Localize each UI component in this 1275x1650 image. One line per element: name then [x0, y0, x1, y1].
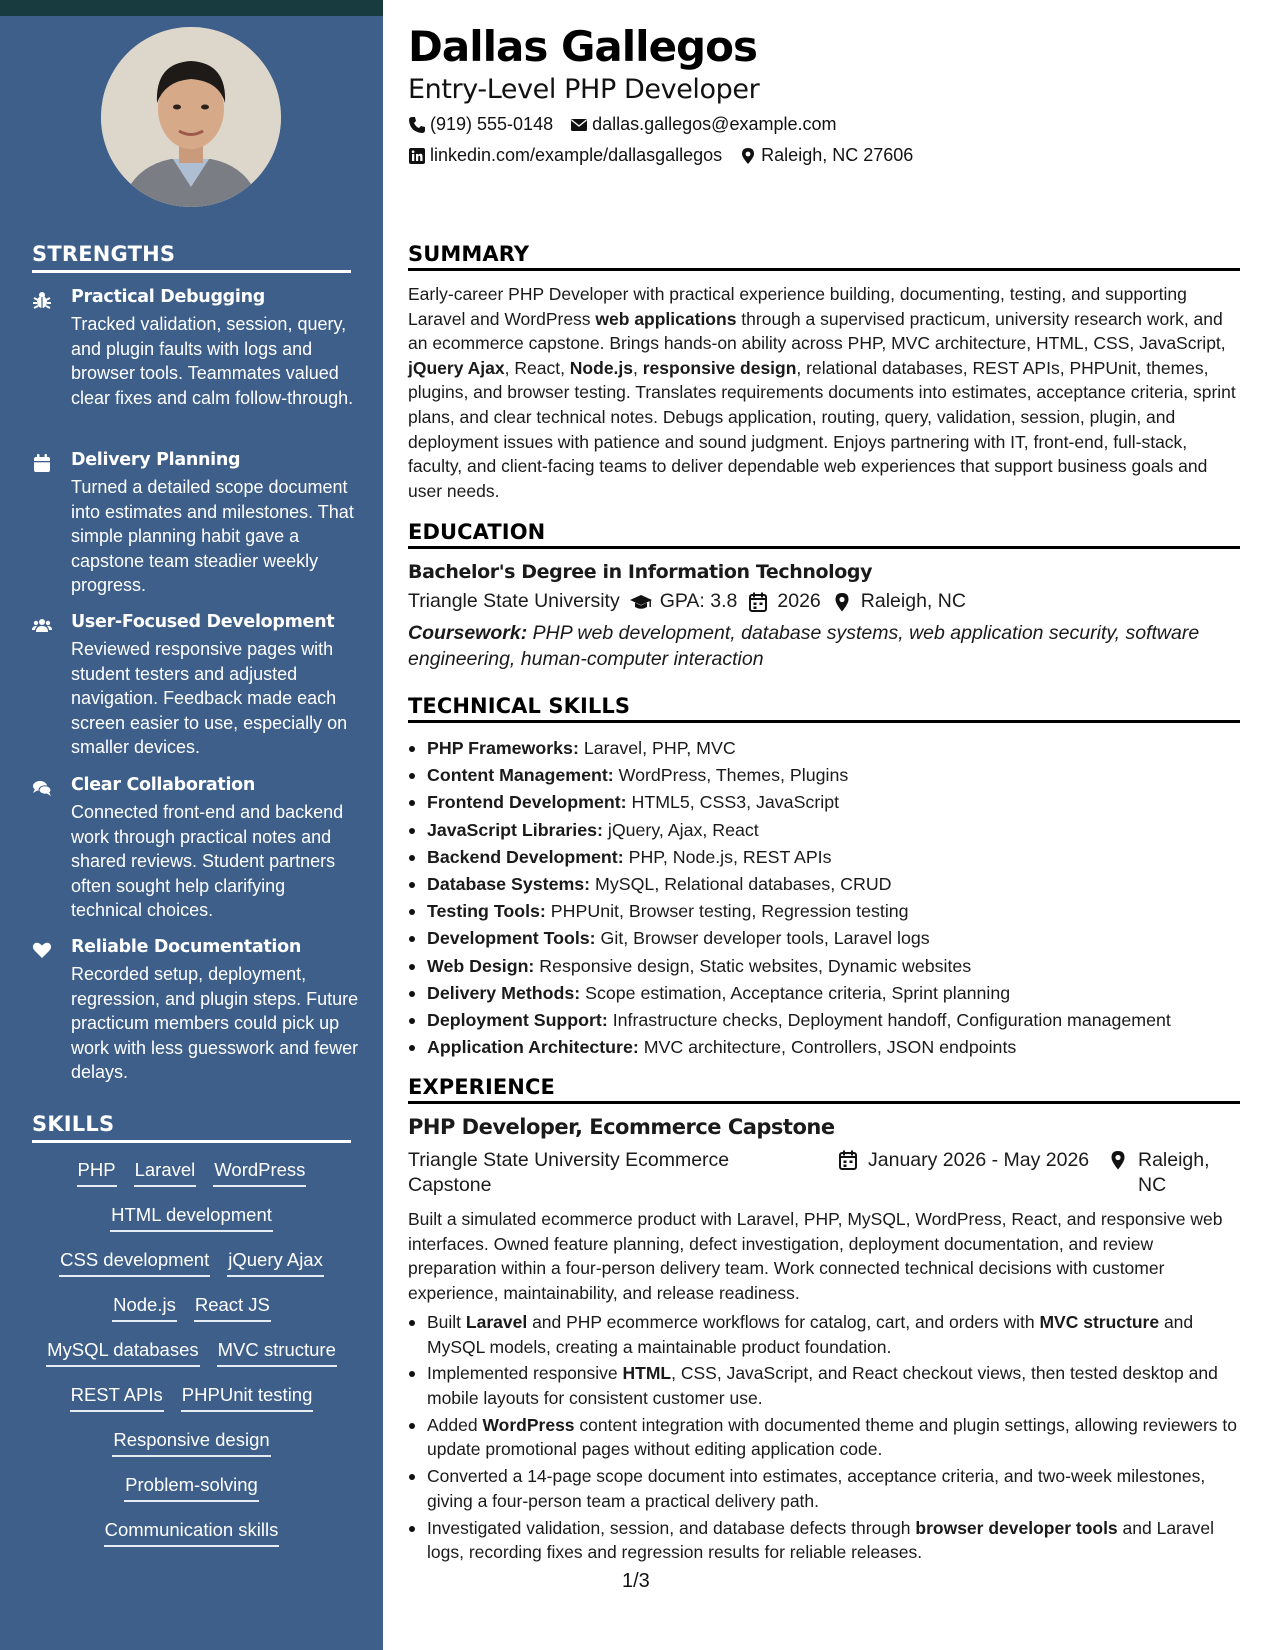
experience-bullets: [408, 1310, 1240, 1567]
experience-dates: [838, 1148, 1089, 1173]
graduation-cap-icon: [630, 592, 654, 612]
skill-values: WordPress, Themes, Plugins: [613, 765, 849, 786]
skill-tag: Laravel: [134, 1156, 197, 1187]
skill-values: Infrastructure checks, Deployment handoff, Configuration management: [607, 1009, 1171, 1030]
contact-phone: [408, 114, 553, 135]
school-name: Triangle State University: [408, 590, 620, 612]
list-item: [408, 844, 1240, 871]
phone-text: (919) 555-0148: [430, 114, 554, 134]
experience-description: Built a simulated ecommerce product with Laravel, PHP, MySQL, WordPress, React, and responsive web interfaces. Owned feature planning, defect investigation, deployment documentation, and review preparation within a four-person delivery team. Work connected technical decisions with customer experience, maintainability, and release readiness.: [408, 1209, 1223, 1303]
map-pin-icon: [831, 592, 855, 612]
skill-tag: PHP: [77, 1156, 117, 1187]
candidate-name: Dallas Gallegos: [408, 22, 757, 71]
linkedin-text[interactable]: linkedin.com/example/dallasgallegos: [430, 145, 723, 165]
skill-tag: HTML development: [110, 1201, 273, 1232]
skill-category: JavaScript Libraries:: [427, 819, 603, 840]
skill-row: [32, 1426, 351, 1471]
profile-photo: [101, 27, 281, 207]
location-text: Raleigh, NC: [1138, 1149, 1210, 1196]
skill-tag: Node.js: [112, 1291, 177, 1322]
contact-location: [739, 145, 913, 166]
list-item: [408, 953, 1240, 980]
skill-tag: Communication skills: [104, 1516, 280, 1547]
skill-category: Application Architecture:: [427, 1037, 639, 1058]
list-item: [408, 1007, 1240, 1034]
strengths-heading: STRENGTHS: [32, 242, 351, 273]
skill-row: [32, 1336, 351, 1381]
education-details: [408, 590, 966, 613]
skill-category: PHP Frameworks:: [427, 738, 579, 758]
technical-skills-heading: TECHNICAL SKILLS: [408, 694, 1240, 723]
skill-category: Backend Development:: [427, 846, 624, 867]
skill-tag: PHPUnit testing: [181, 1381, 314, 1412]
list-item: [408, 925, 1240, 952]
degree-title: Bachelor's Degree in Information Technology: [408, 561, 873, 583]
list-item: [408, 789, 1240, 816]
experience-location: [1108, 1148, 1238, 1198]
job-title: Entry-Level PHP Developer: [408, 74, 760, 105]
list-item: Converted a 14-page scope document into estimates, acceptance criteria, and two-week milestones, giving a four-person team a practical delivery path.: [408, 1464, 1240, 1513]
list-item: [408, 817, 1240, 844]
skill-category: Database Systems:: [427, 873, 591, 894]
skill-tag: Responsive design: [112, 1426, 270, 1457]
coursework: [408, 621, 1240, 672]
skill-tag: REST APIs: [70, 1381, 164, 1412]
skill-values: MVC architecture, Controllers, JSON endpoints: [638, 1037, 1017, 1058]
skill-tag: MVC structure: [217, 1336, 337, 1367]
skill-values: PHPUnit, Browser testing, Regression testing: [545, 901, 909, 922]
map-pin-icon: [1108, 1150, 1130, 1172]
list-item: Built Laravel and PHP ecommerce workflows for catalog, cart, and orders with MVC structure and MySQL models, creating a maintainable product foundation.: [408, 1310, 1240, 1359]
skill-values: jQuery, Ajax, React: [602, 819, 759, 840]
map-pin-icon: [739, 147, 758, 165]
strength-title: Practical Debugging: [71, 287, 265, 307]
strength-title: Delivery Planning: [71, 450, 241, 470]
dates-text: January 2026 - May 2026: [868, 1149, 1090, 1171]
contact-linkedin[interactable]: [408, 145, 722, 166]
skill-row: [32, 1471, 351, 1516]
contact-row: [408, 114, 854, 135]
phone-icon: [408, 116, 427, 134]
envelope-icon: [570, 116, 589, 134]
experience-title: PHP Developer, Ecommerce Capstone: [408, 1115, 835, 1139]
list-item: [408, 871, 1240, 898]
skill-category: Web Design:: [427, 955, 535, 976]
skill-tag: Problem-solving: [124, 1471, 259, 1502]
experience-heading: EXPERIENCE: [408, 1075, 1240, 1104]
list-item: [408, 1034, 1240, 1061]
skill-tag: React JS: [194, 1291, 271, 1322]
skill-row: [32, 1201, 351, 1246]
skill-category: Testing Tools:: [427, 901, 546, 922]
skill-row: [32, 1246, 351, 1291]
skill-values: MySQL, Relational databases, CRUD: [590, 873, 892, 894]
list-item: [408, 980, 1240, 1007]
graduation-year: 2026: [777, 590, 821, 612]
skill-row: [32, 1381, 351, 1426]
skill-category: Development Tools:: [427, 928, 596, 949]
strength-description: Connected front-end and backend work through practical notes and shared reviews. Student partners often sought help clarifying technical choices.: [71, 802, 344, 920]
school-location: Raleigh, NC: [860, 590, 966, 612]
users-icon: [32, 615, 54, 635]
list-item: [408, 762, 1240, 789]
skill-tag: MySQL databases: [46, 1336, 200, 1367]
location-text: Raleigh, NC 27606: [761, 145, 914, 165]
strength-title: Reliable Documentation: [71, 937, 302, 957]
skill-category: Frontend Development:: [427, 792, 627, 813]
coursework-label: Coursework:: [408, 622, 528, 644]
skill-row: [32, 1156, 351, 1201]
skill-category: Content Management:: [427, 765, 614, 786]
list-item: [408, 898, 1240, 925]
skill-values: PHP, Node.js, REST APIs: [623, 846, 832, 867]
skill-category: Delivery Methods:: [427, 982, 581, 1003]
technical-skills-list: [408, 735, 1240, 1061]
skill-values: Responsive design, Static websites, Dynamic websites: [534, 955, 972, 976]
skill-values: Git, Browser developer tools, Laravel logs: [595, 928, 930, 949]
heart-icon: [32, 940, 54, 960]
list-item: [408, 735, 1240, 762]
skill-tag: CSS development: [59, 1246, 210, 1277]
linkedin-icon: [408, 147, 427, 165]
list-item: Added WordPress content integration with documented theme and plugin settings, allowing reviewers to update promotional pages without editing application code.: [408, 1413, 1240, 1462]
comments-icon: [32, 778, 54, 798]
contact-row: [408, 145, 930, 166]
strength-description: Recorded setup, deployment, regression, and plugin steps. Future practicum members could pick up work with less guesswork and fewer delays.: [71, 964, 359, 1082]
skill-row: [32, 1291, 351, 1336]
skill-values: HTML5, CSS3, JavaScript: [626, 792, 840, 813]
list-item: Investigated validation, session, and database defects through browser developer tools and Laravel logs, recording fixes and regression results for reliable releases.: [408, 1516, 1240, 1565]
strength-description: Turned a detailed scope document into estimates and milestones. That simple planning habit gave a capstone team steadier weekly progress.: [71, 477, 354, 595]
experience-organization: Triangle State University Ecommerce Capstone: [408, 1149, 730, 1196]
strength-description: Tracked validation, session, query, and plugin faults with logs and browser tools. Teammates valued clear fixes and calm follow-through.: [71, 314, 354, 408]
summary-text: Early-career PHP Developer with practical experience building, documenting, testing, and supporting Laravel and WordPress web applications through a supervised practicum, university research work, and an ecommerce capstone. Brings hands-on ability across PHP, MVC architecture, HTML, CSS, JavaScript, jQuery Ajax, React, Node.js, responsive design, relational databases, REST APIs, PHPUnit, themes, plugins, and browser testing. Translates requirements documents into estimates, acceptance criteria, sprint plans, and clear technical notes. Debugs application, routing, query, validation, session, plugin, and deployment issues with patience and sound judgment. Enjoys partnering with IT, front-end, full-stack, faculty, and client-facing teams to deliver dependable web experiences that support business goals and user needs.: [408, 284, 1236, 501]
calendar-icon: [32, 453, 54, 473]
education-heading: EDUCATION: [408, 520, 1240, 549]
strength-description: Reviewed responsive pages with student testers and adjusted navigation. Feedback made each screen easier to use, especially on smaller devices.: [71, 639, 348, 757]
skill-tags: [32, 1156, 351, 1561]
contact-email[interactable]: [570, 114, 836, 135]
skill-values: Scope estimation, Acceptance criteria, Sprint planning: [580, 982, 1011, 1003]
bug-icon: [32, 290, 54, 310]
main-content: [408, 0, 1240, 1650]
skill-tag: jQuery Ajax: [227, 1246, 324, 1277]
page-number: 1/3: [622, 1570, 650, 1592]
sidebar-top-bar: [0, 0, 383, 16]
skills-heading: SKILLS: [32, 1112, 351, 1143]
skill-category: Deployment Support:: [427, 1009, 608, 1030]
strength-title: User-Focused Development: [71, 612, 335, 632]
email-text[interactable]: dallas.gallegos@example.com: [592, 114, 837, 134]
skill-row: [32, 1516, 351, 1561]
coursework-text: PHP web development, database systems, web application security, software engineering, human-computer interaction: [408, 622, 1200, 670]
strength-title: Clear Collaboration: [71, 775, 256, 795]
calendar-icon: [838, 1150, 860, 1172]
skill-values: Laravel, PHP, MVC: [578, 738, 736, 758]
summary-heading: SUMMARY: [408, 242, 1240, 271]
sidebar: [0, 0, 383, 1650]
calendar-icon: [747, 592, 771, 612]
list-item: Implemented responsive HTML, CSS, JavaScript, and React checkout views, then tested desktop and mobile layouts for consistent customer use.: [408, 1361, 1240, 1410]
skill-tag: WordPress: [213, 1156, 306, 1187]
gpa-text: GPA: 3.8: [659, 590, 738, 612]
